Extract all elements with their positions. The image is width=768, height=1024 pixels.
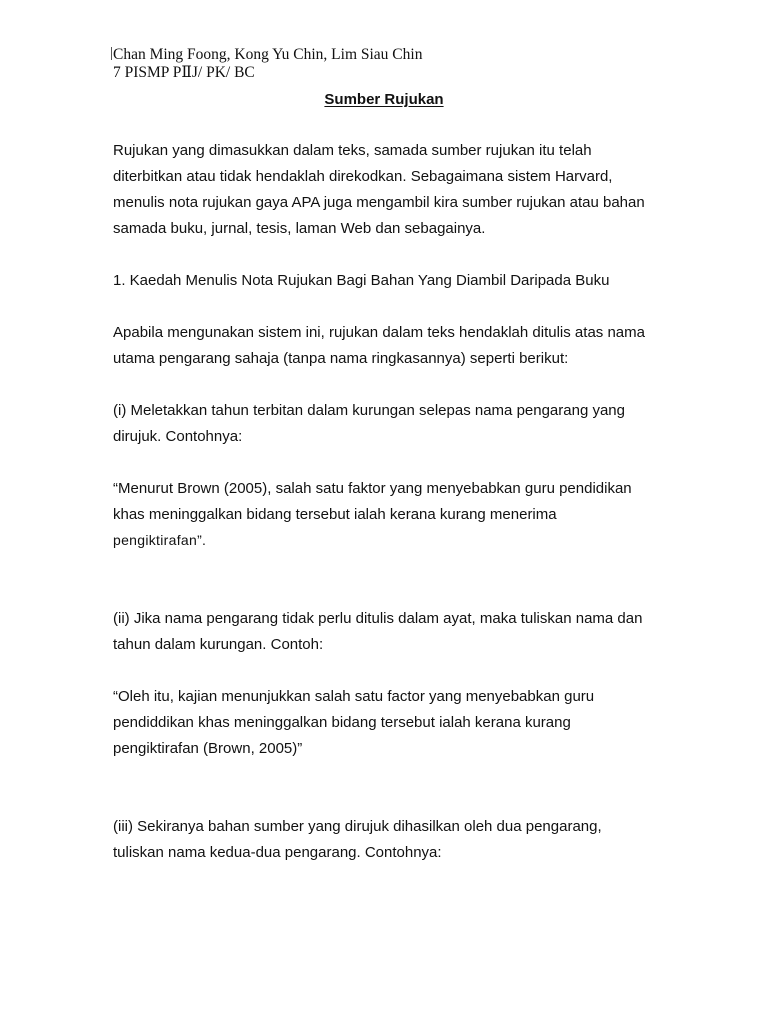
example-quote-line: khas meninggalkan bidang tersebut ialah kerana kurang menerima [113,506,557,523]
intro-line: menulis nota rujukan gaya APA juga mengambil kira sumber rujukan atau bahan [113,194,645,211]
point-iii-line: (iii) Sekiranya bahan sumber yang dirujuk dihasilkan oleh dua pengarang, [113,818,602,835]
point-ii-line: (ii) Jika nama pengarang tidak perlu ditulis dalam ayat, maka tuliskan nama dan [113,610,643,627]
example-quote-line: pengiktirafan”. [113,532,207,548]
page-title: Sumber Rujukan [324,91,444,108]
paragraph-line: utama pengarang sahaja (tanpa nama ringkasannya) seperti berikut: [113,350,569,367]
point-ii-line: tahun dalam kurungan. Contoh: [113,636,324,653]
point-iii-line: tuliskan nama kedua-dua pengarang. Contohnya: [113,844,442,861]
text-cursor-mark [111,47,112,60]
example-quote-line: “Menurut Brown (2005), salah satu faktor yang menyebabkan guru pendidikan [113,480,632,497]
example-quote-line: pendiddikan khas meninggalkan bidang tersebut ialah kerana kurang [113,714,571,731]
intro-line: samada buku, jurnal, tesis, laman Web dan sebagainya. [113,220,486,237]
header-authors: Chan Ming Foong, Kong Yu Chin, Lim Siau Chin [113,46,423,63]
example-quote-line: “Oleh itu, kajian menunjukkan salah satu factor yang menyebabkan guru [113,688,595,705]
example-quote-line: pengiktirafan (Brown, 2005)” [113,740,303,757]
point-i-line: (i) Meletakkan tahun terbitan dalam kurungan selepas nama pengarang yang [113,402,625,419]
intro-line: diterbitkan atau tidak hendaklah direkodkan. Sebagaimana sistem Harvard, [113,168,613,185]
point-i-line: dirujuk. Contohnya: [113,428,243,445]
intro-line: Rujukan yang dimasukkan dalam teks, samada sumber rujukan itu telah [113,142,592,159]
section-heading: 1. Kaedah Menulis Nota Rujukan Bagi Bahan Yang Diambil Daripada Buku [113,272,610,289]
paragraph-line: Apabila mengunakan sistem ini, rujukan dalam teks hendaklah ditulis atas nama [113,324,645,341]
header-class: 7 PISMP PⅡJ/ PK/ BC [113,64,255,81]
